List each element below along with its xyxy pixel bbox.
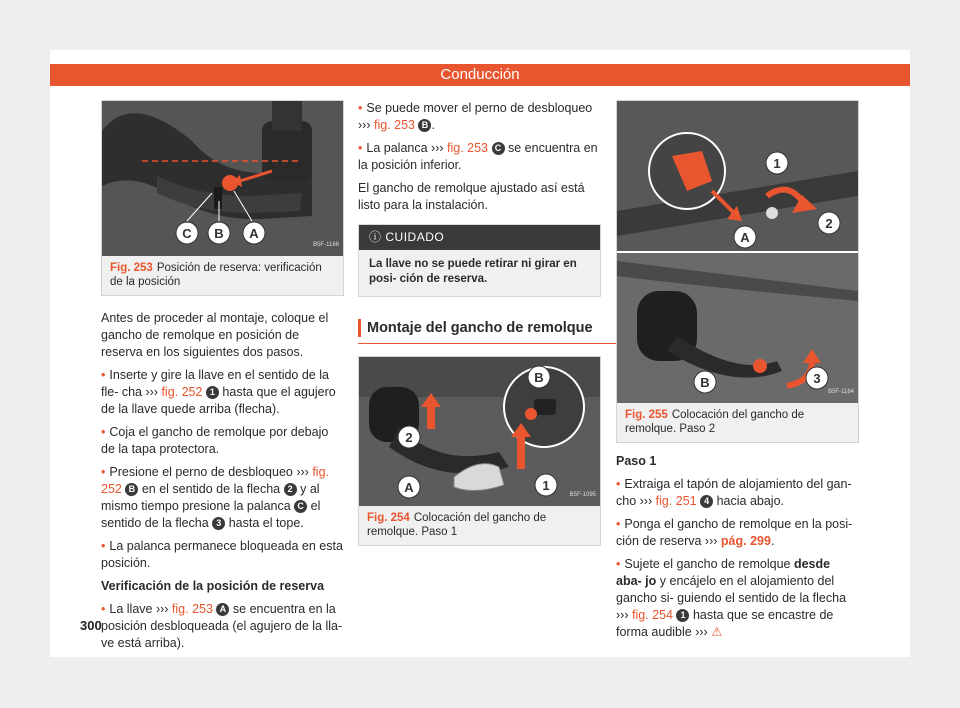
badge-b: B (125, 483, 138, 496)
bullet-key-unlocked: • La llave ››› fig. 253 A se encuentra en la posición desbloqueada (el agujero de la lla- ve está arriba). (101, 602, 343, 650)
caution-icon: ⓘ (369, 230, 382, 244)
svg-text:B: B (214, 226, 224, 241)
figure-255-callout-2 (818, 212, 840, 234)
figure-253-caption (102, 256, 343, 295)
subheading-verification: Verificación de la posición de reserva (101, 579, 325, 593)
figure-255-callout-b (694, 371, 716, 393)
svg-text:A: A (404, 480, 414, 495)
figure-254-callout-1 (535, 474, 557, 496)
figure-254-caption-text: Colocación del gancho de remolque. Paso 1 (367, 512, 547, 538)
bullet-lever-locked: • La palanca permanece bloqueada en esta posición. (101, 539, 343, 570)
link-fig-252[interactable]: fig. 252 (101, 465, 329, 496)
figure-254-callout-a (398, 476, 420, 498)
towbar-step1-illustration (359, 357, 600, 506)
link-fig-254[interactable]: fig. 254 (631, 608, 673, 622)
figure-254-number: Fig. 254 (367, 512, 410, 524)
bullet-lever-lower: • La palanca ››› fig. 253 C se encuentra en la posición inferior. (358, 141, 598, 172)
bullet-grab-hook: • Coja el gancho de remolque por debajo de la tapa protectora. (101, 425, 329, 456)
figure-255 (616, 100, 859, 443)
figure-255-callout-1 (766, 152, 788, 174)
towbar-key-illustration (102, 101, 343, 256)
svg-text:1: 1 (542, 478, 550, 493)
svg-text:B: B (534, 370, 544, 385)
badge-3: 3 (212, 517, 225, 530)
badge-2: 2 (284, 483, 297, 496)
towbar-step2-illustration (617, 101, 858, 403)
figure-255-caption-text: Colocación del gancho de remolque. Paso 2 (625, 409, 805, 435)
link-fig-251[interactable]: fig. 251 (655, 494, 697, 508)
caution-text: La llave no se puede retirar ni girar en posi- ción de reserva. (369, 258, 577, 285)
figure-253-image (102, 101, 343, 256)
badge-c: C (492, 142, 505, 155)
svg-text:A: A (249, 226, 259, 241)
figure-255-number: Fig. 255 (625, 409, 668, 421)
badge-4: 4 (700, 495, 713, 508)
link-page-299[interactable]: pág. 299 (720, 534, 771, 548)
svg-text:A: A (740, 230, 750, 245)
badge-a: A (216, 603, 229, 616)
figure-253-callout-b (208, 222, 230, 244)
caution-box (358, 224, 601, 297)
bullet-bolt-movable: • Se puede mover el perno de desbloqueo ››› fig. 253 B . (358, 101, 593, 132)
bullet-press-bolt: • Presione el perno de desbloqueo ››› fig. 252 B en el sentido de la flecha 2 y al mismo tiempo presione la palanca C el sentido de la flecha 3 hasta el tope. (101, 465, 329, 530)
column-1 (101, 100, 344, 658)
figure-255-callout-a (734, 226, 756, 248)
svg-text:C: C (182, 226, 192, 241)
section-heading (358, 319, 601, 344)
figure-254 (358, 356, 601, 546)
bullet-insert-hook: • Sujete el gancho de remolque desde aba- jo y encájelo en el alojamiento del gancho si- guiendo el sentido de la flecha ››› fig. 254 1 hasta que se encastre de forma audible ››› ⚠ (616, 557, 847, 639)
svg-text:3: 3 (813, 371, 821, 386)
subheading-step-1: Paso 1 (616, 454, 657, 468)
section-title: Montaje del gancho de remolque (358, 319, 601, 337)
figure-253-callout-c (176, 222, 198, 244)
figure-253-caption-text: Posición de reserva: verificación de la posición (110, 262, 322, 288)
svg-text:B: B (700, 375, 710, 390)
link-fig-253[interactable]: fig. 253 (447, 141, 489, 155)
badge-1: 1 (676, 609, 689, 622)
figure-254-image (359, 357, 600, 506)
figure-255-code: B5F-1164 (828, 389, 854, 395)
badge-c: C (294, 500, 307, 513)
page-number: 300 (80, 618, 102, 633)
svg-text:2: 2 (405, 430, 413, 445)
svg-text:1: 1 (773, 156, 781, 171)
bullet-insert-key: • Inserte y gire la llave en el sentido de la fle- cha ››› fig. 252 1 hasta que el agujero de la llave quede arriba (flecha). (101, 368, 336, 416)
figure-253-number: Fig. 253 (110, 262, 153, 274)
warning-icon[interactable]: ⚠ (711, 625, 723, 639)
ready-paragraph: El gancho de remolque ajustado así está listo para la instalación. (358, 181, 585, 212)
bullet-remove-cap: • Extraiga el tapón de alojamiento del gan- cho ››› fig. 251 4 hacia abajo. (616, 477, 852, 508)
figure-255-image (617, 101, 858, 403)
figure-253 (101, 100, 344, 296)
link-fig-253[interactable]: fig. 253 (373, 118, 415, 132)
badge-b: B (418, 119, 431, 132)
svg-text:2: 2 (825, 216, 833, 231)
page-header: Conducción (50, 64, 910, 86)
column-3 (616, 100, 859, 647)
caution-header: ⓘ CUIDADO (359, 225, 600, 250)
link-fig-252[interactable]: fig. 252 (161, 385, 203, 399)
figure-254-caption (359, 506, 600, 545)
column-2 (358, 100, 601, 546)
intro-paragraph: Antes de proceder al montaje, coloque el gancho de remolque en posición de reserva en los siguientes dos pasos. (101, 311, 329, 359)
figure-254-code: B5F-1095 (569, 492, 596, 498)
figure-255-caption (617, 403, 858, 442)
figure-254-callout-b (528, 366, 550, 388)
link-fig-253[interactable]: fig. 253 (171, 602, 213, 616)
figure-254-callout-2 (398, 426, 420, 448)
figure-253-code: B5F-1166 (313, 242, 339, 248)
bullet-reserve-position: • Ponga el gancho de remolque en la posi- ción de reserva ››› pág. 299. (616, 517, 853, 548)
figure-255-callout-3 (806, 367, 828, 389)
figure-253-callout-a (243, 222, 265, 244)
section-rule (358, 343, 618, 344)
badge-1: 1 (206, 386, 219, 399)
